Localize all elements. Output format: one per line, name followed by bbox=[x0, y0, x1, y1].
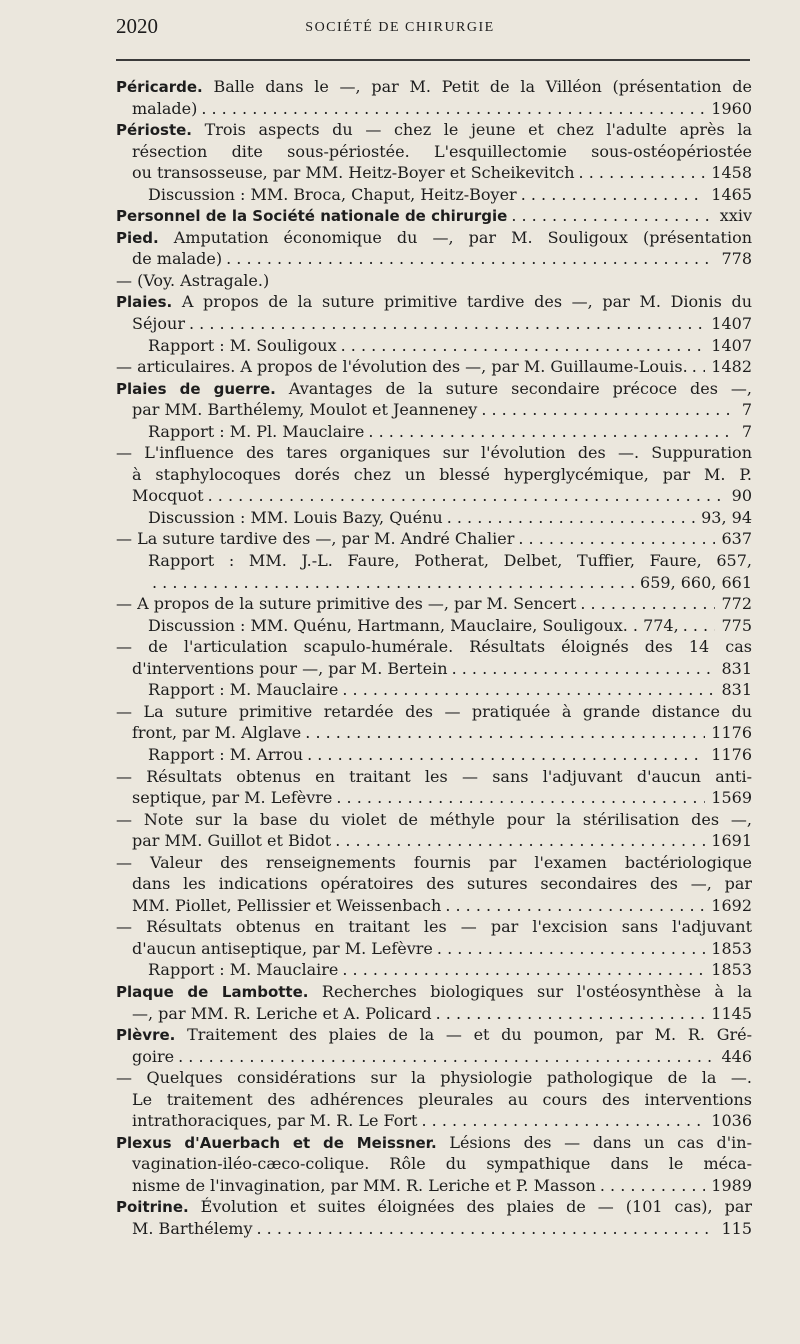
entry-text: résection dite sous-périostée. L'esquillectomie sous-ostéopériostée bbox=[132, 141, 752, 161]
index-line bbox=[116, 162, 752, 184]
entry-text: Recherches biologiques sur l'ostéosynthèse à la bbox=[308, 981, 752, 1001]
index-line bbox=[116, 722, 752, 744]
index-line bbox=[116, 744, 752, 766]
index-line bbox=[116, 464, 752, 486]
dot-leader bbox=[253, 1218, 716, 1240]
dot-leader bbox=[338, 959, 705, 981]
dot-leader bbox=[303, 744, 705, 766]
index-line bbox=[116, 1132, 752, 1154]
entry-text: —, par MM. R. Leriche et A. Policard bbox=[132, 1003, 432, 1023]
index-line bbox=[116, 636, 752, 658]
dot-leader bbox=[575, 162, 706, 184]
page-reference: 90 bbox=[731, 486, 752, 506]
page-reference: 1407 bbox=[711, 335, 752, 355]
page-reference: 1145 bbox=[711, 1003, 752, 1023]
entry-text: vagination-iléo-cæco-colique. Rôle du sympathique dans le méca- bbox=[132, 1154, 752, 1174]
dot-leader bbox=[337, 335, 706, 357]
index-line bbox=[116, 1089, 752, 1111]
index-line bbox=[116, 550, 752, 572]
dot-leader bbox=[507, 205, 713, 227]
entry-text: A propos de la suture primitive tardive des —, par M. Dionis du bbox=[172, 292, 752, 312]
index-line bbox=[116, 852, 752, 874]
entry-text: goire bbox=[132, 1046, 175, 1066]
entry-headword: Plaque de Lambotte. bbox=[116, 982, 309, 1001]
dot-leader bbox=[331, 830, 705, 852]
entry-text: Discussion : MM. Broca, Chaput, Heitz-Boyer bbox=[148, 184, 517, 204]
page-reference: 1853 bbox=[711, 938, 752, 958]
entry-text: nisme de l'invagination, par MM. R. Leriche et P. Masson bbox=[132, 1175, 596, 1195]
index-line bbox=[116, 507, 752, 529]
index-line bbox=[116, 873, 752, 895]
entry-text: — La suture tardive des —, par M. André Chalier bbox=[116, 529, 515, 549]
entry-text: — La suture primitive retardée des — pratiquée à grande distance du bbox=[116, 701, 752, 721]
index-line bbox=[116, 959, 752, 981]
entry-text: Avantages de la suture secondaire précoce des —, bbox=[275, 378, 752, 398]
entry-text: Discussion : MM. Louis Bazy, Quénu bbox=[148, 507, 443, 527]
page-reference: 1692 bbox=[711, 895, 752, 915]
entry-text: Trois aspects du — chez le jeune et chez l'adulte après la bbox=[191, 120, 752, 140]
dot-leader bbox=[364, 421, 735, 443]
page-reference: 1853 bbox=[711, 960, 752, 980]
index-line bbox=[116, 141, 752, 163]
dot-leader bbox=[679, 615, 716, 637]
index-line bbox=[116, 335, 752, 357]
index-line bbox=[116, 701, 752, 723]
page-reference: 659, 660, 661 bbox=[640, 572, 752, 592]
entry-text: — (Voy. Astragale.) bbox=[116, 270, 270, 290]
index-line bbox=[116, 981, 752, 1003]
page-reference: 115 bbox=[721, 1218, 752, 1238]
page-reference: xxiv bbox=[719, 206, 752, 226]
page-reference: 778 bbox=[721, 249, 752, 269]
entry-text: — Quelques considérations sur la physiologie pathologique de la —. bbox=[116, 1068, 752, 1088]
dot-leader bbox=[688, 356, 706, 378]
entry-text: Rapport : M. Arrou bbox=[148, 744, 304, 764]
dot-leader bbox=[148, 572, 634, 594]
dot-leader bbox=[432, 1003, 706, 1025]
dot-leader bbox=[332, 787, 705, 809]
entry-text: malade) bbox=[132, 98, 198, 118]
dot-leader bbox=[222, 248, 715, 270]
index-line bbox=[116, 227, 752, 249]
entry-headword: Plèvre. bbox=[116, 1026, 176, 1045]
page-reference: 1960 bbox=[711, 98, 752, 118]
page-reference: 1691 bbox=[711, 831, 752, 851]
index-line bbox=[116, 1153, 752, 1175]
entry-headword: Périoste. bbox=[116, 121, 192, 140]
dot-leader bbox=[448, 658, 716, 680]
entry-text: Séjour bbox=[132, 314, 185, 334]
index-line bbox=[116, 916, 752, 938]
index-line bbox=[116, 938, 752, 960]
page-reference: 775 bbox=[721, 615, 752, 635]
index-line bbox=[116, 98, 752, 120]
dot-leader bbox=[517, 184, 706, 206]
entry-text: Traitement des plaies de la — et du poumon, par M. R. Gré- bbox=[175, 1025, 752, 1045]
page-reference: 1989 bbox=[711, 1175, 752, 1195]
entry-text: par MM. Guillot et Bidot bbox=[132, 831, 332, 851]
page-reference: 1036 bbox=[711, 1111, 752, 1131]
index-line bbox=[116, 658, 752, 680]
entry-text: MM. Piollet, Pellissier et Weissenbach bbox=[132, 895, 442, 915]
index-entries bbox=[116, 76, 752, 1240]
entry-text: à staphylocoques dorés chez un blessé hyperglycémique, par M. P. bbox=[132, 464, 752, 484]
entry-headword: Plaies. bbox=[116, 293, 173, 312]
dot-leader bbox=[576, 593, 715, 615]
entry-headword: Poitrine. bbox=[116, 1198, 189, 1217]
entry-text: — articulaires. A propos de l'évolution des —, par M. Guillaume-Louis. bbox=[116, 357, 688, 377]
entry-text: — A propos de la suture primitive des —, par M. Sencert bbox=[116, 594, 577, 614]
page-reference: 446 bbox=[721, 1046, 752, 1066]
index-line bbox=[116, 679, 752, 701]
index-line bbox=[116, 76, 752, 98]
index-line bbox=[116, 421, 752, 443]
entry-headword: Péricarde. bbox=[116, 78, 203, 96]
index-line bbox=[116, 787, 752, 809]
entry-text: — Résultats obtenus en traitant les — par l'excision sans l'adjuvant bbox=[116, 917, 752, 937]
dot-leader bbox=[174, 1046, 715, 1068]
index-line bbox=[116, 615, 752, 637]
entry-text: Rapport : MM. J.-L. Faure, Potherat, Delbet, Tuffier, Faure, 657, bbox=[148, 551, 752, 571]
entry-text: Amputation économique du —, par M. Souligoux (présentation bbox=[158, 227, 752, 247]
page-reference: 637 bbox=[721, 529, 752, 549]
entry-text: — de l'articulation scapulo-humérale. Résultats éloignés des 14 cas bbox=[116, 637, 752, 657]
entry-text: septique, par M. Lefèvre bbox=[132, 788, 333, 808]
entry-text: front, par M. Alglave bbox=[132, 723, 302, 743]
index-line bbox=[116, 378, 752, 400]
dot-leader bbox=[514, 528, 715, 550]
entry-text: Lésions des — dans un cas d'in- bbox=[436, 1132, 752, 1152]
dot-leader bbox=[441, 895, 705, 917]
page-reference: 831 bbox=[721, 658, 752, 678]
index-line bbox=[116, 830, 752, 852]
entry-text: — Résultats obtenus en traitant les — sans l'adjuvant d'aucun anti- bbox=[116, 766, 752, 786]
dot-leader bbox=[197, 98, 705, 120]
entry-text: d'aucun antiseptique, par M. Lefèvre bbox=[132, 938, 433, 958]
page-reference: 1176 bbox=[711, 723, 752, 743]
entry-text: M. Barthélemy bbox=[132, 1218, 253, 1238]
page-reference: 93, 94 bbox=[701, 507, 752, 527]
page-reference: 1458 bbox=[711, 163, 752, 183]
index-line bbox=[116, 1196, 752, 1218]
page-reference: 1482 bbox=[711, 357, 752, 377]
page-number: 2020 bbox=[116, 14, 158, 38]
entry-text: Évolution et suites éloignées des plaies de — (101 cas), par bbox=[188, 1197, 752, 1217]
entry-text: — Note sur la base du violet de méthyle pour la stérilisation des —, bbox=[116, 809, 752, 829]
index-line bbox=[116, 248, 752, 270]
index-line bbox=[116, 205, 752, 227]
index-line bbox=[116, 1110, 752, 1132]
entry-text: Discussion : MM. Quénu, Hartmann, Mauclaire, Souligoux. . 774, bbox=[148, 615, 679, 635]
index-line bbox=[116, 399, 752, 421]
page-reference: 831 bbox=[721, 680, 752, 700]
page-reference: 1569 bbox=[711, 788, 752, 808]
index-line bbox=[116, 119, 752, 141]
index-line bbox=[116, 313, 752, 335]
index-line bbox=[116, 593, 752, 615]
entry-text: Rapport : M. Pl. Mauclaire bbox=[148, 421, 365, 441]
index-line bbox=[116, 270, 752, 292]
index-line bbox=[116, 528, 752, 550]
entry-headword: Plexus d'Auerbach et de Meissner. bbox=[116, 1133, 437, 1152]
entry-text: Rapport : M. Mauclaire bbox=[148, 680, 339, 700]
page-reference: 1465 bbox=[711, 184, 752, 204]
index-line bbox=[116, 1003, 752, 1025]
entry-text bbox=[116, 205, 507, 227]
index-line bbox=[116, 442, 752, 464]
dot-leader bbox=[204, 485, 726, 507]
page-reference: 772 bbox=[721, 594, 752, 614]
dot-leader bbox=[301, 722, 705, 744]
entry-text: Balle dans le —, par M. Petit de la Villéon (présentation de bbox=[202, 77, 752, 96]
index-line bbox=[116, 1024, 752, 1046]
dot-leader bbox=[185, 313, 705, 335]
entry-text: ou transosseuse, par MM. Heitz-Boyer et Scheikevitch bbox=[132, 163, 575, 183]
entry-text: — Valeur des renseignements fournis par l'examen bactériologique bbox=[116, 852, 752, 872]
index-line bbox=[116, 356, 752, 378]
index-line bbox=[116, 809, 752, 831]
entry-headword: Pied. bbox=[116, 228, 159, 247]
entry-headword: Plaies de guerre. bbox=[116, 379, 276, 398]
entry-text: d'interventions pour —, par M. Bertein bbox=[132, 658, 448, 678]
entry-text: Le traitement des adhérences pleurales au cours des interventions bbox=[132, 1089, 752, 1109]
header-rule bbox=[116, 59, 750, 61]
entry-text: Mocquot bbox=[132, 486, 204, 506]
running-title: SOCIÉTÉ DE CHIRURGIE bbox=[305, 20, 495, 35]
entry-text: — L'influence des tares organiques sur l'évolution des —. Suppuration bbox=[116, 443, 752, 463]
entry-text: Rapport : M. Souligoux bbox=[148, 335, 337, 355]
entry-text: de malade) bbox=[132, 249, 223, 269]
dot-leader bbox=[596, 1175, 705, 1197]
index-line bbox=[116, 291, 752, 313]
index-line bbox=[116, 895, 752, 917]
index-line bbox=[116, 485, 752, 507]
index-line bbox=[116, 572, 752, 594]
dot-leader bbox=[338, 679, 715, 701]
dot-leader bbox=[477, 399, 735, 421]
entry-headword: Personnel de la Société nationale de chirurgie bbox=[116, 207, 508, 226]
entry-text: dans les indications opératoires des sutures secondaires des —, par bbox=[132, 874, 752, 894]
entry-text: intrathoraciques, par M. R. Le Fort bbox=[132, 1111, 418, 1131]
dot-leader bbox=[417, 1110, 705, 1132]
page-reference: 7 bbox=[741, 400, 752, 420]
index-line bbox=[116, 184, 752, 206]
entry-text: par MM. Barthélemy, Moulot et Jeanneney bbox=[132, 400, 478, 420]
entry-text: Rapport : M. Mauclaire bbox=[148, 960, 339, 980]
index-line bbox=[116, 766, 752, 788]
dot-leader bbox=[433, 938, 705, 960]
index-line bbox=[116, 1067, 752, 1089]
index-line bbox=[116, 1218, 752, 1240]
index-line bbox=[116, 1046, 752, 1068]
index-line bbox=[116, 1175, 752, 1197]
page-reference: 1176 bbox=[711, 744, 752, 764]
page-reference: 7 bbox=[741, 421, 752, 441]
page-reference: 1407 bbox=[711, 314, 752, 334]
dot-leader bbox=[443, 507, 695, 529]
